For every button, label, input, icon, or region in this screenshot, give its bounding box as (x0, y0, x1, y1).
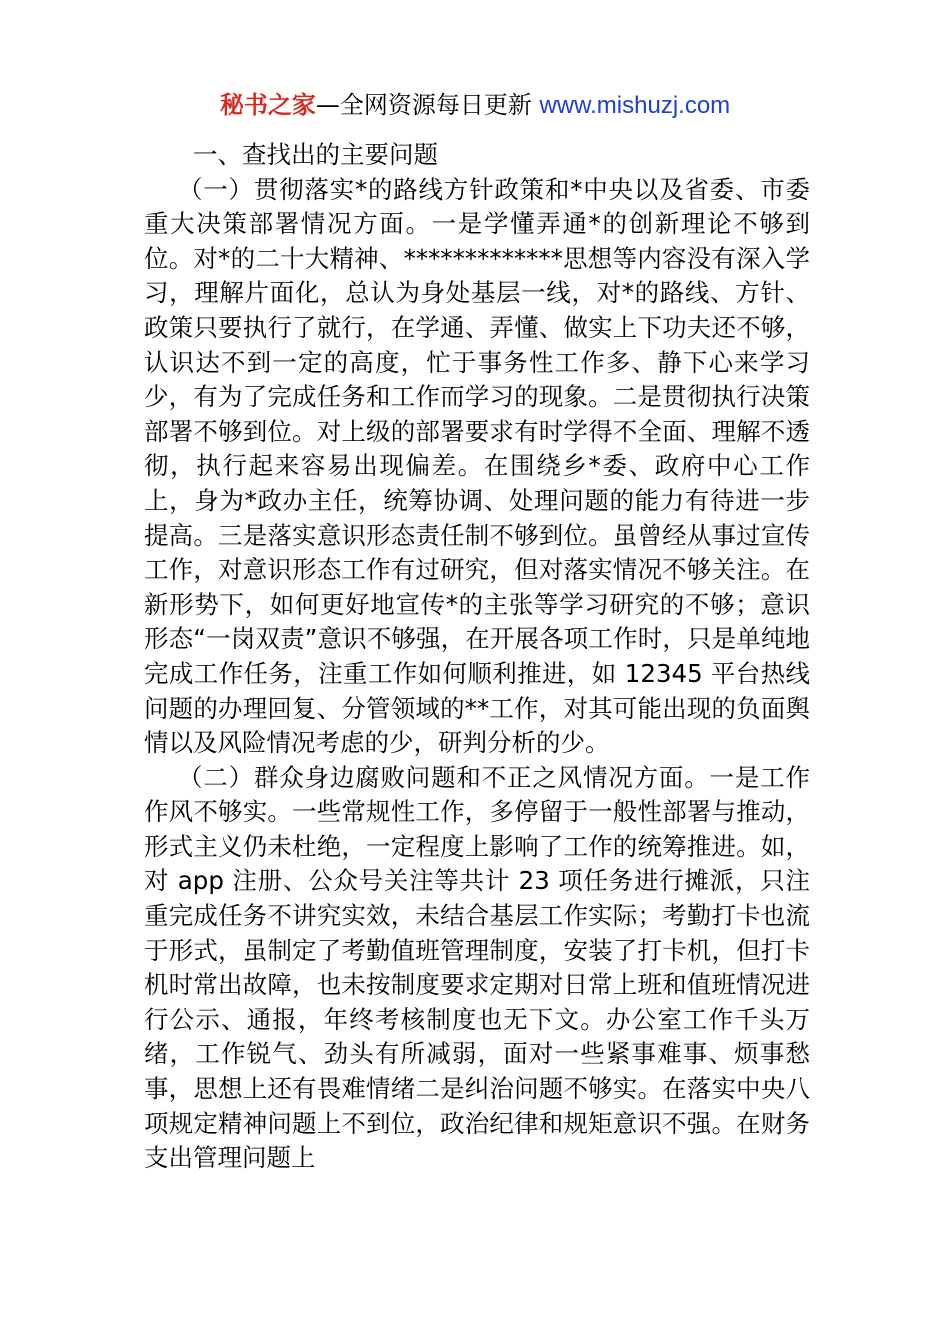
paragraph-2: （二）群众身边腐败问题和不正之风情况方面。一是工作作风不够实。一些常规性工作，多停留于一般性部署与推动，形式主义仍未杜绝，一定程度上影响了工作的统筹推进。如，对 app 注册、公众号关注等共计 23 项任务进行摊派，只注重完成任务不讲究实效，未结合基层工作实际；考勤打卡也流于形式，虽制定了考勤值班管理制度，安装了打卡机，但打卡机时常出故障，也未按制度要求定期对日常上班和值班情况进行公示、通报，年终考核制度也无下文。办公室工作千头万绪，工作锐气、劲头有所减弱，面对一些紧事难事、烦事愁事，思想上还有畏难情绪二是纠治问题不够实。在落实中央八项规定精神问题上不到位，政治纪律和规矩意识不强。在财务支出管理问题上 (144, 762, 810, 1173)
section-heading: 一、查找出的主要问题 (193, 140, 438, 169)
site-slogan: 全网资源每日更新 (339, 91, 540, 119)
paragraph-1: （一）贯彻落实*的路线方针政策和*中央以及省委、市委重大决策部署情况方面。一是学懂弄通*的创新理论不够到位。对*的二十大精神、*************思想等内容没有深入学习，理解片面化，总认为身处基层一线，对*的路线、方针、政策只要执行了就行，在学通、弄懂、做实上下功夫还不够，认识达不到一定的高度，忙于事务性工作多、静下心来学习少，有为了完成任务和工作而学习的现象。二是贯彻执行决策部署不够到位。对上级的部署要求有时学得不全面、理解不透彻，执行起来容易出现偏差。在围绕乡*委、政府中心工作上，身为*政办主任，统筹协调、处理问题的能力有待进一步提高。三是落实意识形态责任制不够到位。虽曾经从事过宣传工作，对意识形态工作有过研究，但对落实情况不够关注。在新形势下，如何更好地宣传*的主张等学习研究的不够；意识形态“一岗双责”意识不够强，在开展各项工作时，只是单纯地完成工作任务，注重工作如何顺利推进，如 12345 平台热线问题的办理回复、分管领域的**工作，对其可能出现的负面舆情以及风险情况考虑的少，研判分析的少。 (144, 174, 810, 758)
document-body (144, 138, 810, 1176)
site-header (0, 88, 950, 123)
header-dash: — (315, 91, 340, 119)
site-brand: 秘书之家 (219, 91, 316, 119)
site-url-link[interactable]: www.mishuzj.com (539, 92, 731, 119)
